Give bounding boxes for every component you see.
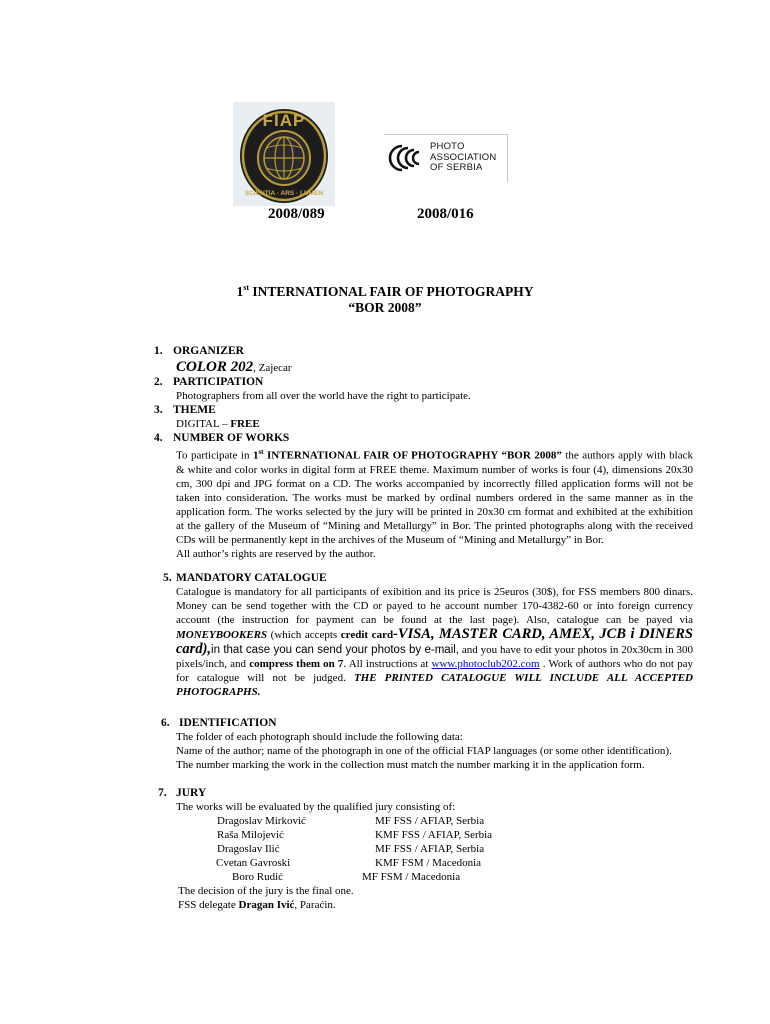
works-ordinal: 1 <box>252 449 259 462</box>
works-fair-name: INTERNATIONAL FAIR OF PHOTOGRAPHY “BOR 2008” <box>263 449 562 462</box>
section-2-number: 2. <box>154 376 163 388</box>
jury-member-name: Raša Milojević <box>217 829 284 841</box>
catalogue-t9: . All instructions at <box>343 658 432 670</box>
participation-text: Photographers from all over the world have the right to participate. <box>176 390 471 402</box>
section-1-number: 1. <box>154 345 163 357</box>
works-text-rest: the authors apply with black & white and color works in digital form at FREE theme. Maximum number of works is four (4), dimensions 20x30 cm, 300 dpi and JPG format on a CD. The works accompanied by incorrectly filled application forms will not be taken into consideration. The works must be marked by ordinal numbers ordered in the same manner as in the application form. The works selected by the jury will be printed in 20x30 cm format and exhibited at the exhibition at the gallery of the Museum of “Mining and Metallurgy” in Bor. The printed photographs along with the received CDs will be permanently kept in the archives of the Museum of “Mining and Metallurgy” in Bor. <box>176 449 693 546</box>
organizer-name: COLOR 202 <box>176 359 254 375</box>
page-subtitle: “BOR 2008” <box>348 300 422 315</box>
pas-number: 2008/016 <box>417 206 474 222</box>
jury-member-name: Dragoslav Mirković <box>217 815 306 827</box>
identification-text <box>176 730 693 772</box>
title-line-1: INTERNATIONAL FAIR OF PHOTOGRAPHY <box>249 284 534 299</box>
jury-member-title: MF FSS / AFIAP, Serbia <box>375 815 485 827</box>
section-7-number: 7. <box>158 787 167 799</box>
delegate-name: Dragan Ivić <box>238 899 295 911</box>
section-6-number: 6. <box>161 717 170 729</box>
title-ordinal-sup: st <box>243 283 249 292</box>
section-5-heading: MANDATORY CATALOGUE <box>176 572 327 584</box>
jury-intro: The works will be evaluated by the qualified jury consisting of: <box>176 801 456 813</box>
catalogue-t3: (which accepts <box>267 629 341 641</box>
fiap-logo <box>233 102 335 206</box>
pas-logo <box>384 134 508 182</box>
catalogue-t10: . Work of authors who do not pay for catalogue will not be judged. <box>176 658 693 684</box>
organizer-city: , Zajecar <box>253 362 292 374</box>
identification-line-1: The folder of each photograph should include the following data: <box>176 731 463 743</box>
pas-line-2: ASSOCIATION <box>430 151 497 163</box>
jury-member-title: MF FSS / AFIAP, Serbia <box>375 843 485 855</box>
delegate-label: FSS delegate <box>178 899 239 911</box>
catalogue-t11: THE PRINTED CATALOGUE WILL INCLUDE ALL ACCEPTED PHOTOGRAPHS. <box>176 672 693 698</box>
pas-logo-mark-icon <box>388 144 426 172</box>
delegate-city: , Paraćin. <box>294 899 336 911</box>
title-ordinal: 1 <box>236 284 244 299</box>
catalogue-paragraph <box>176 585 693 699</box>
pas-logo-text <box>430 142 496 174</box>
section-2-heading: PARTICIPATION <box>173 376 264 388</box>
catalogue-compress: compress them on 7 <box>249 658 344 670</box>
jury-final: The decision of the jury is the final one. <box>178 885 354 897</box>
works-text-a: To participate in <box>176 449 253 462</box>
jury-member-name: Dragoslav Ilić <box>217 843 280 855</box>
jury-member-title: MF FSM / Macedonia <box>362 871 461 883</box>
works-text <box>176 445 693 561</box>
jury-member-name: Cvetan Gavroski <box>216 857 291 869</box>
identification-line-2: Name of the author; name of the photograph in one of the official FIAP languages (or some other identification). <box>176 745 672 757</box>
section-7-heading: JURY <box>176 787 207 799</box>
fiap-logo-text: FIAP <box>262 111 306 130</box>
section-4-heading: NUMBER OF WORKS <box>173 432 290 444</box>
works-rights: All author’s rights are reserved by the author. <box>176 547 376 560</box>
section-6-heading: IDENTIFICATION <box>179 717 277 729</box>
catalogue-t1: Catalogue is mandatory for all participants of exibition and its price is 25euros (30$), for FSS members 800 dinars. Money can be send together with the CD or payed to he account number 170-4382-60 or into foreign currency account (the instruction for payment can be found at the last page). Also, catalogue can be payed via <box>176 586 693 626</box>
works-paragraph <box>176 445 693 547</box>
jury-member-name: Boro Rudić <box>232 871 284 883</box>
jury-delegate <box>178 898 695 912</box>
page-title <box>0 283 770 300</box>
jury-member-title: KMF FSM / Macedonia <box>375 857 482 869</box>
theme-text-b: FREE <box>230 418 260 430</box>
theme-text-a: DIGITAL – <box>176 418 231 430</box>
section-1-heading: ORGANIZER <box>173 345 244 357</box>
catalogue-t7: and you have to edit your photos in 20x30cm in 300 pixels/inch, and <box>176 644 693 670</box>
section-3-number: 3. <box>154 404 163 416</box>
jury-member-title: KMF FSS / AFIAP, Serbia <box>375 829 493 841</box>
pas-line-1: PHOTO <box>430 141 465 152</box>
catalogue-credit-card: credit card <box>340 629 394 641</box>
section-3-heading: THEME <box>173 404 216 416</box>
organizer-line <box>176 359 292 376</box>
catalogue-text <box>176 585 693 699</box>
section-5-number: 5. <box>163 572 172 584</box>
catalogue-cards: -VISA, MASTER CARD, AMEX, JCB i DINERS card), <box>176 626 693 657</box>
pas-line-3: OF SERBIA <box>430 162 483 173</box>
section-4-number: 4. <box>154 432 163 444</box>
theme-text <box>176 417 693 431</box>
catalogue-email: in that case you can send your photos by e-mail, <box>211 644 460 656</box>
fiap-logo-ring-text: SCIENTIA · ARS · LUMEN <box>244 190 324 197</box>
catalogue-moneybookers: MONEYBOOKERS <box>176 629 268 641</box>
identification-line-3: The number marking the work in the collection must match the number marking it in the application form. <box>176 759 645 771</box>
catalogue-website-link[interactable]: www.photoclub202.com <box>431 658 540 670</box>
works-ordinal-sup: st <box>258 448 264 456</box>
fiap-number: 2008/089 <box>268 206 325 222</box>
